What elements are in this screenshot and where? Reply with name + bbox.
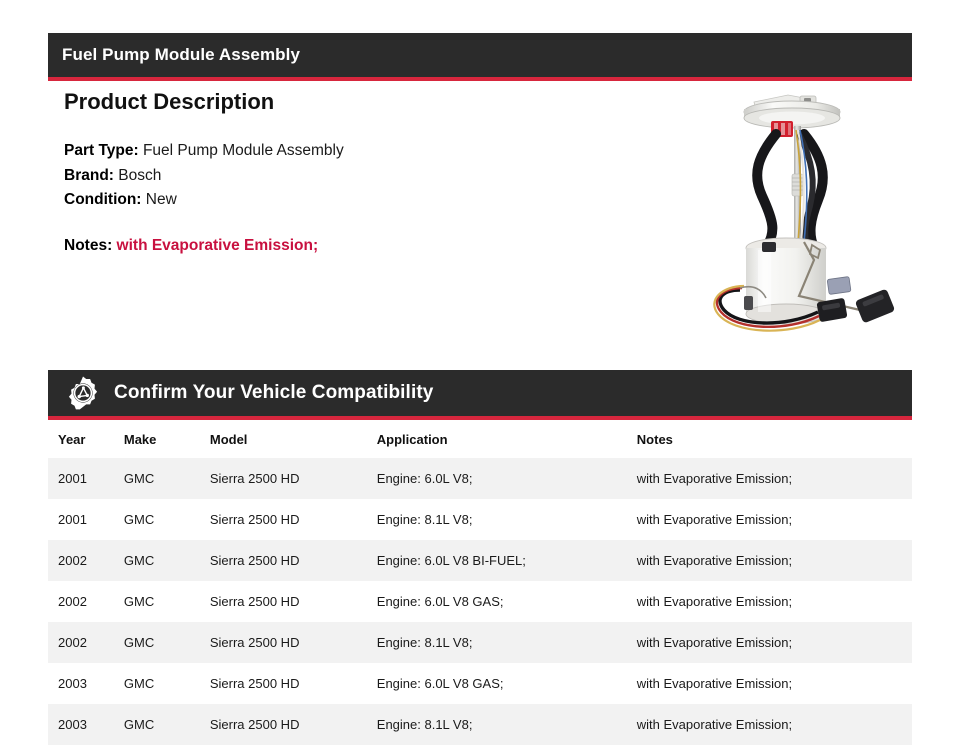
cell-year: 2002	[48, 540, 124, 581]
column-header-model: Model	[210, 420, 377, 458]
spec-label-brand: Brand:	[64, 166, 114, 184]
spec-row-condition	[64, 188, 344, 213]
cell-notes: with Evaporative Emission;	[637, 540, 912, 581]
spec-label-condition: Condition:	[64, 191, 142, 208]
cell-application: Engine: 8.1L V8;	[377, 499, 637, 540]
cell-make: GMC	[124, 458, 210, 499]
column-header-make: Make	[124, 420, 210, 458]
cell-make: GMC	[124, 540, 210, 581]
column-header-year: Year	[48, 420, 124, 458]
cell-model: Sierra 2500 HD	[210, 499, 377, 540]
product-notes-label: Notes:	[64, 237, 113, 254]
table-row	[48, 622, 912, 663]
spec-value-part-type: Fuel Pump Module Assembly	[142, 142, 344, 159]
product-notes-value: with Evaporative Emission;	[116, 237, 319, 254]
cell-model: Sierra 2500 HD	[210, 622, 377, 663]
product-spec-list	[64, 139, 344, 213]
product-title-banner	[48, 33, 912, 81]
cell-application: Engine: 6.0L V8 GAS;	[377, 581, 637, 622]
cell-notes: with Evaporative Emission;	[637, 458, 912, 499]
cell-notes: with Evaporative Emission;	[637, 663, 912, 704]
cell-notes: with Evaporative Emission;	[637, 499, 912, 540]
cell-notes: with Evaporative Emission;	[637, 622, 912, 663]
cell-model: Sierra 2500 HD	[210, 581, 377, 622]
column-header-application: Application	[377, 420, 637, 458]
spec-value-condition: New	[145, 191, 177, 208]
table-row	[48, 704, 912, 745]
spec-value-brand: Bosch	[118, 166, 162, 184]
cell-make: GMC	[124, 704, 210, 745]
cell-year: 2002	[48, 622, 124, 663]
table-row	[48, 499, 912, 540]
spec-row-brand	[64, 164, 344, 189]
cell-make: GMC	[124, 622, 210, 663]
product-notes	[64, 237, 318, 255]
spec-row-part-type	[64, 139, 344, 164]
cell-year: 2002	[48, 581, 124, 622]
cell-make: GMC	[124, 581, 210, 622]
table-row	[48, 540, 912, 581]
cell-model: Sierra 2500 HD	[210, 458, 377, 499]
table-header-row	[48, 420, 912, 458]
cell-make: GMC	[124, 663, 210, 704]
column-header-notes: Notes	[637, 420, 912, 458]
cell-year: 2003	[48, 663, 124, 704]
gear-icon	[64, 374, 102, 412]
cell-year: 2003	[48, 704, 124, 745]
cell-model: Sierra 2500 HD	[210, 663, 377, 704]
product-description-heading: Product Description	[64, 89, 275, 114]
table-row	[48, 663, 912, 704]
cell-application: Engine: 6.0L V8;	[377, 458, 637, 499]
cell-notes: with Evaporative Emission;	[637, 581, 912, 622]
cell-make: GMC	[124, 499, 210, 540]
spec-label-part-type: Part Type:	[64, 142, 139, 159]
cell-application: Engine: 8.1L V8;	[377, 704, 637, 745]
table-row	[48, 458, 912, 499]
cell-year: 2001	[48, 458, 124, 499]
cell-application: Engine: 8.1L V8;	[377, 622, 637, 663]
cell-model: Sierra 2500 HD	[210, 704, 377, 745]
cell-application: Engine: 6.0L V8 GAS;	[377, 663, 637, 704]
product-image	[700, 82, 930, 340]
compatibility-table	[48, 420, 912, 745]
cell-application: Engine: 6.0L V8 BI-FUEL;	[377, 540, 637, 581]
product-title: Fuel Pump Module Assembly	[62, 45, 301, 64]
cell-notes: with Evaporative Emission;	[637, 704, 912, 745]
cell-model: Sierra 2500 HD	[210, 540, 377, 581]
table-body	[48, 458, 912, 745]
cell-year: 2001	[48, 499, 124, 540]
compatibility-title: Confirm Your Vehicle Compatibility	[114, 382, 434, 403]
compatibility-banner	[48, 370, 912, 420]
table-row	[48, 581, 912, 622]
